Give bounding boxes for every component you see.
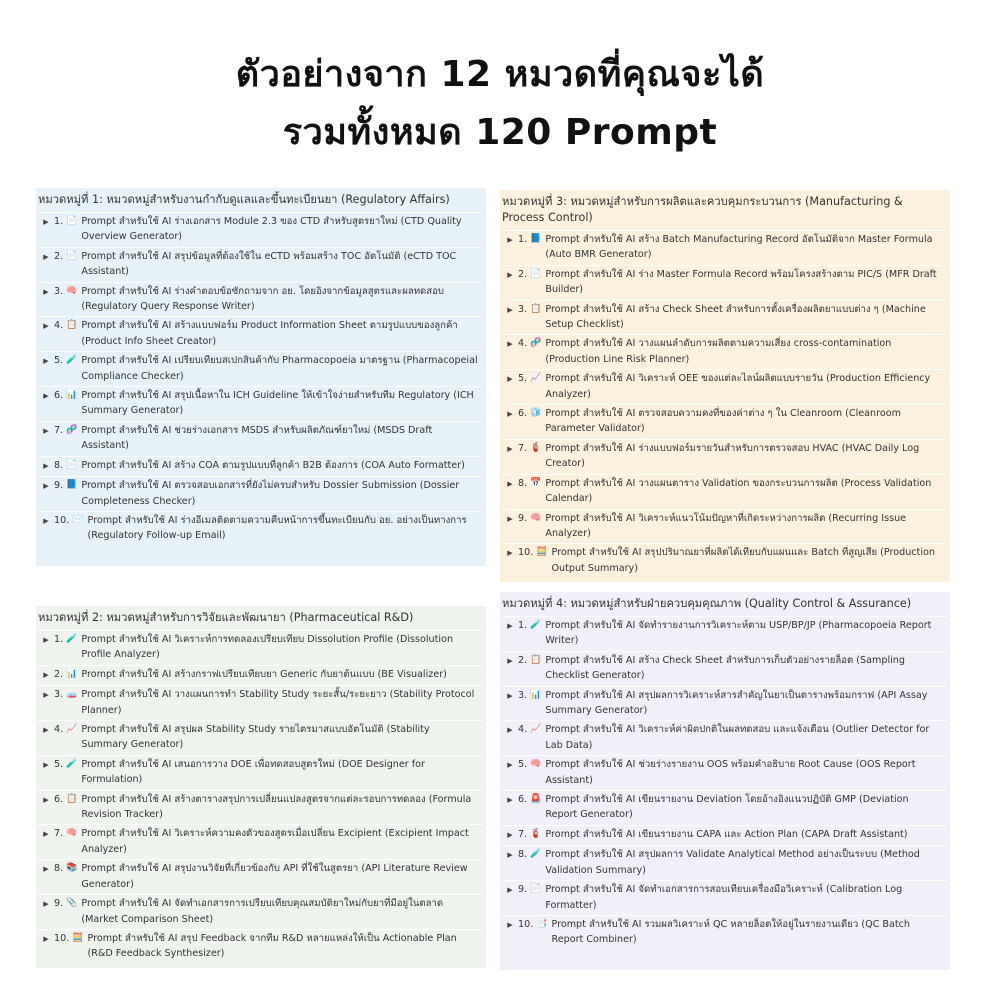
prompt-text: Prompt สำหรับใช้ AI ร่างคำตอบข้อซักถามจาก อย. โดยอิงจากข้อมูลสูตรและผลทดสอบ (Regulatory Query Response Writer) bbox=[81, 285, 444, 313]
item-number: 5. bbox=[518, 373, 528, 385]
toggle-triangle-icon[interactable]: ▶ bbox=[43, 795, 49, 804]
prompt-text: Prompt สำหรับใช้ AI วิเคราะห์ OEE ของแต่ละไลน์ผลิตแบบรายวัน (Production Efficiency Analyzer) bbox=[545, 373, 931, 400]
emoji-icon: 🧠 bbox=[530, 759, 542, 770]
item-number: 6. bbox=[54, 793, 64, 805]
toggle-triangle-icon[interactable]: ▶ bbox=[507, 305, 513, 314]
toggle-triangle-icon[interactable]: ▶ bbox=[43, 218, 49, 226]
emoji-icon: 🧠 bbox=[66, 828, 78, 839]
emoji-icon: 🧊 bbox=[530, 408, 542, 419]
prompt-toggle-item[interactable] bbox=[502, 509, 946, 544]
emoji-icon: 🚨 bbox=[530, 794, 542, 805]
item-number: 3. bbox=[54, 689, 64, 701]
prompt-text: Prompt สำหรับใช้ AI สรุปผลการ Validate Analytical Method อย่างเป็นระบบ (Method Validation Summary) bbox=[545, 849, 920, 876]
toggle-triangle-icon[interactable]: ▶ bbox=[507, 691, 513, 700]
prompt-toggle-item[interactable] bbox=[38, 386, 482, 421]
toggle-triangle-icon[interactable]: ▶ bbox=[43, 357, 49, 366]
emoji-icon: 📋 bbox=[530, 654, 542, 665]
prompt-text: Prompt สำหรับใช้ AI ตรวจสอบเอกสารที่ยังไม่ครบสำหรับ Dossier Submission (Dossier Completeness Checker) bbox=[81, 480, 460, 507]
toggle-triangle-icon[interactable]: ▶ bbox=[507, 270, 513, 279]
item-number: 6. bbox=[54, 390, 64, 402]
emoji-icon: 🧮 bbox=[536, 547, 548, 558]
category-panel-quality bbox=[500, 592, 950, 970]
emoji-icon: 📄 bbox=[530, 268, 542, 279]
emoji-icon: 📈 bbox=[530, 373, 542, 384]
headline-line-2: รวมทั้งหมด 120 Prompt bbox=[282, 112, 718, 153]
emoji-icon: 🧯 bbox=[530, 442, 542, 453]
prompt-text: Prompt สำหรับใช้ AI สรุปข้อมูลที่ต้องใช้ใน eCTD พร้อมสร้าง TOC อัตโนมัติ (eCTD TOC Assistant) bbox=[81, 250, 457, 278]
category-title: หมวดหมู่ที่ 3: หมวดหมู่สำหรับการผลิตและควบคุมกระบวนการ (Manufacturing & Process Control) bbox=[502, 195, 903, 224]
prompt-toggle-item[interactable] bbox=[502, 720, 946, 755]
emoji-icon: 🧪 bbox=[530, 620, 542, 630]
emoji-icon: 📄 bbox=[66, 459, 78, 470]
item-number: 2. bbox=[518, 268, 528, 280]
item-number: 10. bbox=[518, 547, 534, 559]
item-number: 3. bbox=[518, 303, 528, 315]
prompt-text: Prompt สำหรับใช้ AI เขียนรายงาน Deviation โดยอ้างอิงแนวปฏิบัติ GMP (Deviation Report Generator) bbox=[545, 794, 909, 821]
item-number: 6. bbox=[518, 794, 528, 806]
item-number: 7. bbox=[518, 828, 528, 840]
toggle-triangle-icon[interactable]: ▶ bbox=[43, 392, 49, 401]
emoji-icon: 📘 bbox=[530, 234, 542, 244]
emoji-icon: 🧠 bbox=[530, 512, 542, 523]
item-number: 1. bbox=[54, 634, 64, 645]
headline bbox=[0, 46, 1000, 162]
emoji-icon: 🧫 bbox=[66, 689, 78, 700]
emoji-icon: 📅 bbox=[530, 477, 542, 488]
prompt-toggle-item[interactable] bbox=[38, 720, 482, 755]
item-number: 3. bbox=[54, 285, 64, 297]
prompt-toggle-item[interactable] bbox=[502, 651, 946, 686]
prompt-toggle-item[interactable] bbox=[38, 247, 482, 282]
emoji-icon: 📈 bbox=[66, 724, 78, 735]
item-number: 3. bbox=[518, 689, 528, 701]
toggle-triangle-icon[interactable]: ▶ bbox=[507, 726, 513, 735]
prompt-toggle-item[interactable] bbox=[502, 369, 946, 404]
item-number: 9. bbox=[54, 480, 64, 492]
prompt-text: Prompt สำหรับใช้ AI วางแผนการทำ Stability Study ระยะสั้น/ระยะยาว (Stability Protocol Planner) bbox=[81, 689, 475, 716]
prompt-text: Prompt สำหรับใช้ AI เขียนรายงาน CAPA และ Action Plan (CAPA Draft Assistant) bbox=[545, 828, 908, 840]
item-number: 4. bbox=[54, 724, 64, 736]
emoji-icon: 🧮 bbox=[72, 932, 84, 943]
prompt-toggle-item[interactable] bbox=[38, 421, 482, 456]
prompt-toggle-item[interactable] bbox=[38, 929, 482, 964]
prompt-toggle-item[interactable] bbox=[502, 334, 946, 369]
emoji-icon: 📘 bbox=[66, 480, 78, 491]
prompt-toggle-item[interactable] bbox=[38, 859, 482, 894]
item-number: 9. bbox=[518, 512, 528, 524]
prompt-toggle-item[interactable] bbox=[38, 351, 482, 386]
prompt-toggle-item[interactable] bbox=[502, 686, 946, 721]
item-number: 9. bbox=[54, 898, 64, 910]
toggle-triangle-icon[interactable]: ▶ bbox=[507, 479, 513, 488]
toggle-triangle-icon[interactable]: ▶ bbox=[43, 760, 49, 769]
prompt-text: Prompt สำหรับใช้ AI วิเคราะห์แนวโน้มปัญหาที่เกิดระหว่างการผลิต (Recurring Issue Analyzer) bbox=[545, 512, 907, 539]
emoji-icon: 🧪 bbox=[66, 634, 78, 644]
headline-line-1: ตัวอย่างจาก 12 หมวดที่คุณจะได้ bbox=[235, 54, 765, 95]
toggle-triangle-icon[interactable]: ▶ bbox=[43, 830, 49, 839]
item-number: 10. bbox=[54, 514, 70, 526]
toggle-triangle-icon[interactable]: ▶ bbox=[43, 726, 49, 735]
toggle-triangle-icon[interactable]: ▶ bbox=[507, 851, 513, 860]
prompt-toggle-item[interactable] bbox=[502, 265, 946, 300]
prompt-text: Prompt สำหรับใช้ AI ตรวจสอบความคงที่ของค่าต่าง ๆ ใน Cleanroom (Cleanroom Parameter Validator) bbox=[545, 408, 901, 435]
prompt-toggle-item[interactable] bbox=[502, 755, 946, 790]
item-number: 7. bbox=[518, 442, 528, 454]
prompt-toggle-item[interactable] bbox=[38, 630, 482, 665]
prompt-text: Prompt สำหรับใช้ AI สรุป Feedback จากทีม R&D หลายแหล่งให้เป็น Actionable Plan (R&D Feedback Synthesizer) bbox=[87, 932, 457, 960]
prompt-text: Prompt สำหรับใช้ AI วางแผนลำดับการผลิตตามความเสี่ยง cross-contamination (Production Line Risk Planner) bbox=[545, 338, 892, 365]
prompt-text: Prompt สำหรับใช้ AI วิเคราะห์ความคงตัวของสูตรเมื่อเปลี่ยน Excipient (Excipient Impact Analyzer) bbox=[81, 828, 469, 855]
prompt-list bbox=[500, 614, 950, 950]
toggle-triangle-icon[interactable]: ▶ bbox=[507, 236, 513, 244]
category-title: หมวดหมู่ที่ 1: หมวดหมู่สำหรับงานกำกับดูแลและขึ้นทะเบียนยา (Regulatory Affairs) bbox=[38, 193, 450, 206]
emoji-icon: 📊 bbox=[66, 668, 78, 679]
emoji-icon: 📈 bbox=[530, 724, 542, 735]
toggle-triangle-icon[interactable]: ▶ bbox=[507, 444, 513, 453]
emoji-icon: 📊 bbox=[530, 689, 542, 700]
prompt-toggle-item[interactable] bbox=[502, 230, 946, 265]
prompt-text: Prompt สำหรับใช้ AI วิเคราะห์การทดลองเปรียบเทียบ Dissolution Profile (Dissolution Profile Analyzer) bbox=[81, 634, 454, 661]
prompt-text: Prompt สำหรับใช้ AI ช่วยร่างเอกสาร MSDS สำหรับผลิตภัณฑ์ยาใหม่ (MSDS Draft Assistant) bbox=[81, 424, 433, 452]
prompt-text: Prompt สำหรับใช้ AI สร้าง Check Sheet สำหรับการตั้งเครื่องผลิตยาแบบต่าง ๆ (Machine Setup Checklist) bbox=[545, 303, 926, 331]
prompt-text: Prompt สำหรับใช้ AI สร้างแบบฟอร์ม Product Information Sheet ตามรูปแบบของลูกค้า (Product Info Sheet Creator) bbox=[81, 320, 458, 347]
prompt-text: Prompt สำหรับใช้ AI จัดทำรายงานการวิเคราะห์ตาม USP/BP/JP (Pharmacopoeia Report Writer) bbox=[545, 620, 932, 647]
emoji-icon: 📋 bbox=[530, 303, 542, 314]
item-number: 4. bbox=[518, 724, 528, 736]
prompt-toggle-item[interactable] bbox=[38, 476, 482, 511]
prompt-toggle-item[interactable] bbox=[38, 456, 482, 476]
category-panel-regulatory bbox=[36, 188, 486, 566]
emoji-icon: 🧪 bbox=[66, 355, 78, 366]
item-number: 10. bbox=[54, 932, 70, 944]
prompt-toggle-item[interactable] bbox=[502, 474, 946, 509]
prompt-toggle-item[interactable] bbox=[38, 755, 482, 790]
toggle-triangle-icon[interactable]: ▶ bbox=[43, 516, 49, 525]
prompt-toggle-item[interactable] bbox=[502, 790, 946, 825]
toggle-triangle-icon[interactable]: ▶ bbox=[43, 865, 49, 874]
emoji-icon: 🧠 bbox=[66, 285, 78, 296]
item-number: 9. bbox=[518, 884, 528, 896]
toggle-triangle-icon[interactable]: ▶ bbox=[507, 375, 513, 384]
item-number: 8. bbox=[54, 459, 64, 471]
item-number: 8. bbox=[54, 863, 64, 875]
prompt-text: Prompt สำหรับใช้ AI ร่างแบบฟอร์มรายวันสำหรับการตรวจสอบ HVAC (HVAC Daily Log Creator) bbox=[545, 442, 920, 470]
prompt-toggle-item[interactable] bbox=[502, 300, 946, 335]
prompt-text: Prompt สำหรับใช้ AI สรุปปริมาณยาที่ผลิตได้เทียบกับแผนและ Batch ที่สูญเสีย (Production Output Summary) bbox=[551, 547, 935, 574]
prompt-toggle-item[interactable] bbox=[502, 880, 946, 915]
prompt-text: Prompt สำหรับใช้ AI สร้าง Batch Manufacturing Record อัตโนมัติจาก Master Formula (Auto BMR Generator) bbox=[545, 234, 933, 261]
item-number: 8. bbox=[518, 849, 528, 861]
item-number: 6. bbox=[518, 408, 528, 420]
prompt-list bbox=[36, 628, 486, 964]
item-number: 1. bbox=[518, 620, 528, 631]
prompt-toggle-item[interactable] bbox=[38, 282, 482, 317]
prompt-list bbox=[36, 210, 486, 546]
prompt-text: Prompt สำหรับใช้ AI สรุปผลการวิเคราะห์สารสำคัญในยาเป็นตารางพร้อมกราฟ (API Assay Summary Generator) bbox=[545, 689, 928, 717]
category-title: หมวดหมู่ที่ 4: หมวดหมู่สำหรับฝ่ายควบคุมคุณภาพ (Quality Control & Assurance) bbox=[502, 597, 912, 610]
emoji-icon: 🧪 bbox=[530, 849, 542, 860]
toggle-triangle-icon[interactable]: ▶ bbox=[507, 622, 513, 630]
item-number: 2. bbox=[518, 654, 528, 666]
prompt-text: Prompt สำหรับใช้ AI จัดทำเอกสารการเปรียบเทียบคุณสมบัติยาใหม่กับยาที่มีอยู่ในตลาด (Market Comparison Sheet) bbox=[81, 898, 444, 925]
emoji-icon: 📄 bbox=[530, 884, 542, 895]
prompt-text: Prompt สำหรับใช้ AI เปรียบเทียบสเปกสินค้ากับ Pharmacopoeia มาตรฐาน (Pharmacopeial Compliance Checker) bbox=[81, 355, 478, 382]
prompt-text: Prompt สำหรับใช้ AI ร่างอีเมลติดตามความคืบหน้าการขึ้นทะเบียนกับ อย. อย่างเป็นทางการ (Regulatory Follow-up Email) bbox=[87, 514, 467, 542]
item-number: 5. bbox=[518, 759, 528, 771]
emoji-icon: 🧬 bbox=[530, 338, 542, 349]
toggle-triangle-icon[interactable]: ▶ bbox=[43, 691, 49, 700]
toggle-triangle-icon[interactable]: ▶ bbox=[507, 920, 513, 929]
prompt-toggle-item[interactable] bbox=[38, 894, 482, 929]
item-number: 8. bbox=[518, 477, 528, 489]
toggle-triangle-icon[interactable]: ▶ bbox=[43, 934, 49, 943]
prompt-toggle-item[interactable] bbox=[502, 439, 946, 474]
item-number: 5. bbox=[54, 758, 64, 770]
item-number: 4. bbox=[54, 320, 64, 332]
toggle-triangle-icon[interactable]: ▶ bbox=[43, 482, 49, 491]
emoji-icon: 📊 bbox=[66, 390, 78, 401]
item-number: 4. bbox=[518, 338, 528, 350]
prompt-text: Prompt สำหรับใช้ AI สร้างตารางสรุปการเปลี่ยนแปลงสูตรจากแต่ละรอบการทดลอง (Formula Revision Tracker) bbox=[81, 793, 472, 821]
toggle-triangle-icon[interactable]: ▶ bbox=[507, 340, 513, 349]
toggle-triangle-icon[interactable]: ▶ bbox=[507, 514, 513, 523]
prompt-toggle-item[interactable] bbox=[502, 845, 946, 880]
toggle-triangle-icon[interactable]: ▶ bbox=[507, 886, 513, 895]
toggle-triangle-icon[interactable]: ▶ bbox=[43, 322, 49, 331]
prompt-list bbox=[500, 228, 950, 578]
item-number: 7. bbox=[54, 424, 64, 436]
toggle-triangle-icon[interactable]: ▶ bbox=[507, 410, 513, 419]
category-panel-rnd bbox=[36, 606, 486, 968]
prompt-text: Prompt สำหรับใช้ AI สรุปผล Stability Study รายไตรมาสแบบอัตโนมัติ (Stability Summary Generator) bbox=[81, 724, 430, 751]
prompt-text: Prompt สำหรับใช้ AI สร้างกราฟเปรียบเทียบยา Generic กับยาต้นแบบ (BE Visualizer) bbox=[81, 668, 447, 680]
prompt-toggle-item[interactable] bbox=[502, 915, 946, 950]
prompt-text: Prompt สำหรับใช้ AI วิเคราะห์ค่าผิดปกติในผลทดสอบ และแจ้งเตือน (Outlier Detector for Lab Data) bbox=[545, 724, 930, 751]
emoji-icon: 🧯 bbox=[530, 828, 542, 839]
emoji-icon: 📚 bbox=[66, 863, 78, 874]
prompt-text: Prompt สำหรับใช้ AI ช่วยร่างรายงาน OOS พร้อมคำอธิบาย Root Cause (OOS Report Assistant) bbox=[545, 759, 916, 786]
prompt-text: Prompt สำหรับใช้ AI สร้าง COA ตามรูปแบบที่ลูกค้า B2B ต้องการ (COA Auto Formatter) bbox=[81, 459, 465, 471]
prompt-text: Prompt สำหรับใช้ AI ร่างเอกสาร Module 2.3 ของ CTD สำหรับสูตรยาใหม่ (CTD Quality Overview Generator) bbox=[81, 216, 462, 243]
emoji-icon: 🧪 bbox=[66, 758, 78, 769]
emoji-icon: 📄 bbox=[66, 216, 78, 226]
item-number: 1. bbox=[518, 234, 528, 245]
toggle-triangle-icon[interactable]: ▶ bbox=[507, 656, 513, 665]
item-number: 5. bbox=[54, 355, 64, 367]
prompt-text: Prompt สำหรับใช้ AI จัดทำเอกสารการสอบเทียบเครื่องมือวิเคราะห์ (Calibration Log Formatter) bbox=[545, 884, 903, 911]
item-number: 7. bbox=[54, 828, 64, 840]
toggle-triangle-icon[interactable]: ▶ bbox=[43, 287, 49, 296]
prompt-toggle-item[interactable] bbox=[502, 616, 946, 651]
item-number: 10. bbox=[518, 918, 534, 930]
item-number: 1. bbox=[54, 216, 64, 227]
prompt-text: Prompt สำหรับใช้ AI รวมผลวิเคราะห์ QC หลายล็อตให้อยู่ในรายงานเดียว (QC Batch Report Combiner) bbox=[551, 918, 910, 946]
toggle-triangle-icon[interactable]: ▶ bbox=[43, 426, 49, 435]
emoji-icon: 📄 bbox=[66, 250, 78, 261]
prompt-toggle-item[interactable] bbox=[38, 511, 482, 546]
toggle-triangle-icon[interactable]: ▶ bbox=[43, 900, 49, 909]
emoji-icon: 📎 bbox=[66, 898, 78, 909]
category-title: หมวดหมู่ที่ 2: หมวดหมู่สำหรับการวิจัยและพัฒนายา (Pharmaceutical R&D) bbox=[38, 611, 414, 624]
prompt-toggle-item[interactable] bbox=[38, 685, 482, 720]
prompt-toggle-item[interactable] bbox=[502, 825, 946, 845]
toggle-triangle-icon[interactable]: ▶ bbox=[507, 761, 513, 770]
toggle-triangle-icon[interactable]: ▶ bbox=[507, 830, 513, 839]
prompt-text: Prompt สำหรับใช้ AI ร่าง Master Formula Record พร้อมโครงสร้างตาม PIC/S (MFR Draft Builder) bbox=[545, 268, 937, 296]
toggle-triangle-icon[interactable]: ▶ bbox=[43, 670, 49, 679]
category-panel-manufacturing bbox=[500, 190, 950, 582]
item-number: 2. bbox=[54, 250, 64, 262]
prompt-text: Prompt สำหรับใช้ AI สรุปเนื้อหาใน ICH Guideline ให้เข้าใจง่ายสำหรับทีม Regulatory (ICH Summary Generator) bbox=[81, 390, 474, 417]
prompt-text: Prompt สำหรับใช้ AI สร้าง Check Sheet สำหรับการเก็บตัวอย่างรายล็อต (Sampling Checklist Generator) bbox=[545, 654, 905, 682]
prompt-text: Prompt สำหรับใช้ AI วางแผนตาราง Validation ของกระบวนการผลิต (Process Validation Calendar) bbox=[545, 477, 932, 505]
prompt-toggle-item[interactable] bbox=[38, 316, 482, 351]
emoji-icon: 📋 bbox=[66, 320, 78, 331]
emoji-icon: 📋 bbox=[66, 793, 78, 804]
toggle-triangle-icon[interactable]: ▶ bbox=[43, 461, 49, 470]
prompt-toggle-item[interactable] bbox=[502, 404, 946, 439]
emoji-icon: 🧬 bbox=[66, 424, 78, 435]
prompt-toggle-item[interactable] bbox=[502, 543, 946, 578]
emoji-icon: ✉️ bbox=[72, 514, 84, 525]
prompt-toggle-item[interactable] bbox=[38, 212, 482, 247]
item-number: 2. bbox=[54, 668, 64, 680]
toggle-triangle-icon[interactable]: ▶ bbox=[507, 549, 513, 558]
prompt-text: Prompt สำหรับใช้ AI สรุปงานวิจัยที่เกี่ยวข้องกับ API ที่ใช้ในสูตรยา (API Literature Review Generator) bbox=[81, 863, 468, 890]
toggle-triangle-icon[interactable]: ▶ bbox=[507, 796, 513, 805]
prompt-toggle-item[interactable] bbox=[38, 790, 482, 825]
prompt-text: Prompt สำหรับใช้ AI เสนอการวาง DOE เพื่อทดสอบสูตรใหม่ (DOE Designer for Formulation) bbox=[81, 758, 425, 786]
toggle-triangle-icon[interactable]: ▶ bbox=[43, 636, 49, 644]
emoji-icon: 📑 bbox=[536, 918, 548, 929]
prompt-toggle-item[interactable] bbox=[38, 665, 482, 685]
toggle-triangle-icon[interactable]: ▶ bbox=[43, 252, 49, 261]
prompt-toggle-item[interactable] bbox=[38, 824, 482, 859]
